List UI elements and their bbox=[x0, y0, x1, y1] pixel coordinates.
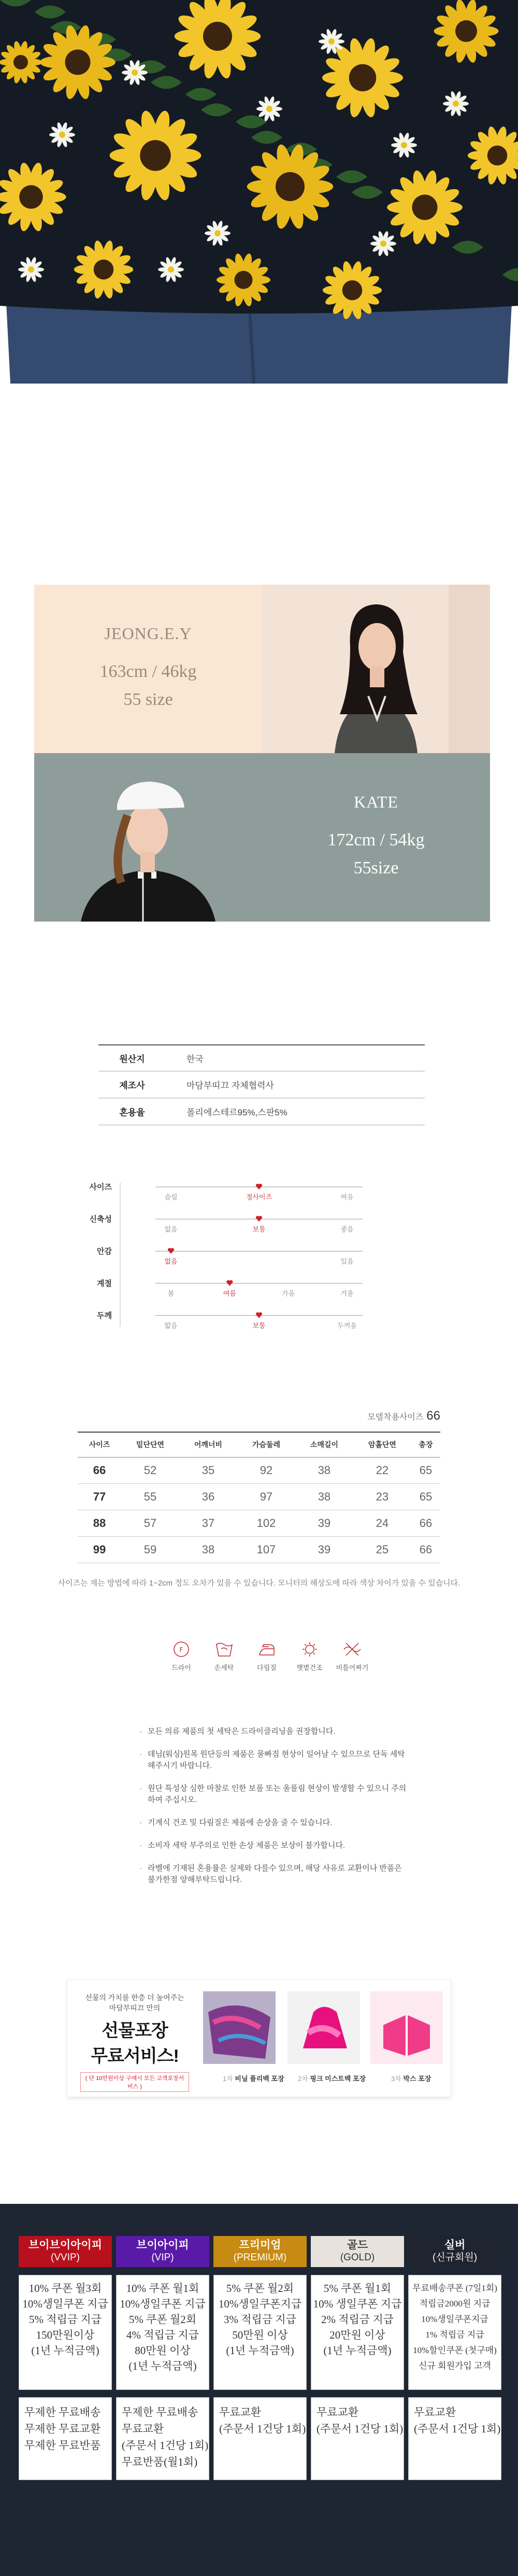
tier-name: 실버 bbox=[444, 2239, 466, 2251]
guide-label: 사이즈 bbox=[89, 1183, 112, 1192]
model2-photo bbox=[34, 753, 262, 922]
sunflower-blouse-image bbox=[0, 0, 518, 384]
gift-box-image bbox=[370, 1991, 443, 2064]
column-header: 소매길이 bbox=[295, 1432, 353, 1457]
tier-subname: (VIP) bbox=[151, 2252, 174, 2263]
notice-item: · 소비자 세탁 부주의로 인한 손상 제품은 보상이 불가합니다. bbox=[137, 1840, 407, 1851]
size-guide-row bbox=[97, 1311, 363, 1329]
table-cell: 66 bbox=[78, 1457, 121, 1483]
notice-item: · 데님(워싱)원목 원단등의 제품은 물빠짐 현상이 일어날 수 있으므로 단독 세탁 해주시기 바랍니다. bbox=[137, 1749, 407, 1772]
benefit-line: 5% 쿠폰 월2회 bbox=[128, 2313, 197, 2326]
model-info bbox=[34, 585, 490, 922]
size-guide-row bbox=[97, 1279, 363, 1297]
model2-info bbox=[262, 753, 490, 922]
benefit-line: 4% 적립금 지급 bbox=[126, 2329, 199, 2341]
extra-line: 무제한 무료배송 bbox=[122, 2406, 198, 2418]
extra-line: 무제한 무료반품 bbox=[24, 2439, 101, 2452]
benefit-line: 1% 적립금 지급 bbox=[425, 2330, 484, 2340]
tier-name: 프리미엄 bbox=[239, 2239, 281, 2251]
table-cell: 66 bbox=[411, 1536, 440, 1563]
table-cell: 39 bbox=[295, 1536, 353, 1563]
model2-height-weight: 172cm / 54kg bbox=[327, 830, 425, 850]
column-header: 암홀단면 bbox=[353, 1432, 411, 1457]
table-cell: 38 bbox=[179, 1536, 237, 1563]
care-label: 드라이 bbox=[171, 1664, 191, 1672]
benefit-line: 10%생일쿠폰지급 bbox=[421, 2314, 488, 2324]
size-chart-note: 사이즈는 재는 방법에 따라 1~2cm 정도 오차가 있을 수 있습니다. 모니터의 해상도에 따라 색상 차이가 있을 수 있습니다. bbox=[57, 1579, 461, 1588]
extra-line: (주문서 1건당 1회) bbox=[219, 2423, 306, 2435]
selected-heart-icon bbox=[256, 1216, 262, 1222]
benefit-line: 적립금2000원 지급 bbox=[419, 2299, 491, 2309]
membership-benefits bbox=[0, 2204, 518, 2576]
column-header: 어깨너비 bbox=[179, 1432, 237, 1457]
model1-photo bbox=[262, 585, 490, 753]
notice-item: · 원단 특성상 심한 마찰로 인한 보풀 또는 올풀림 현상이 발생할 수 있으니 주의하여 주십시오. bbox=[137, 1783, 407, 1806]
table-cell: 92 bbox=[237, 1457, 295, 1483]
column-header: 사이즈 bbox=[78, 1432, 121, 1457]
extra-line: 무료교환 bbox=[122, 2423, 164, 2435]
benefit-line: 2% 적립금 지급 bbox=[321, 2313, 394, 2326]
benefit-line: 5% 쿠폰 월1회 bbox=[323, 2282, 392, 2295]
care-item-sundry bbox=[292, 1640, 328, 1692]
no-wring-icon bbox=[342, 1640, 363, 1658]
benefit-line: 10%생일쿠폰 지급 bbox=[22, 2298, 108, 2310]
guide-option: 있음 bbox=[340, 1257, 354, 1265]
gift-wrap-text bbox=[80, 1992, 189, 2092]
tier-gold bbox=[311, 2236, 404, 2480]
size-chart-header bbox=[78, 1432, 440, 1457]
benefit-line: 5% 쿠폰 월2회 bbox=[226, 2282, 294, 2295]
guide-option: 가을 bbox=[282, 1290, 295, 1297]
benefit-line: 3% 적립금 지급 bbox=[224, 2313, 296, 2326]
benefit-line: 10% 생일쿠폰 지급 bbox=[313, 2298, 402, 2310]
guide-option: 봄 bbox=[167, 1290, 175, 1297]
iron-icon bbox=[256, 1640, 277, 1658]
guide-option: 여름 bbox=[223, 1290, 236, 1297]
guide-option: 없음 bbox=[164, 1257, 178, 1265]
pink-mist-bag-image bbox=[287, 1991, 360, 2064]
tier-benefits bbox=[19, 2275, 112, 2390]
column-header: 밑단단면 bbox=[121, 1432, 179, 1457]
gift-option-number: 2차 bbox=[298, 2075, 308, 2083]
guide-label: 두께 bbox=[97, 1311, 112, 1320]
tier-subname: (PREMIUM) bbox=[233, 2252, 287, 2263]
gift-title bbox=[80, 2016, 189, 2067]
tier-benefits bbox=[213, 2275, 307, 2390]
guide-option: 두꺼움 bbox=[337, 1322, 357, 1329]
table-row bbox=[78, 1457, 440, 1483]
extra-line: 무료교환 bbox=[219, 2406, 262, 2418]
table-cell: 36 bbox=[179, 1483, 237, 1510]
column-header: 총장 bbox=[411, 1432, 440, 1457]
tier-extras bbox=[311, 2397, 404, 2480]
tier-header bbox=[116, 2236, 209, 2267]
selected-heart-icon bbox=[226, 1280, 233, 1286]
tier-header bbox=[408, 2236, 501, 2267]
gift-subtitle-line: 선물의 가치를 한층 더 높여주는 bbox=[85, 1993, 184, 2002]
hand-wash-icon bbox=[214, 1640, 235, 1658]
column-header: 가슴둘레 bbox=[237, 1432, 295, 1457]
tier-vip bbox=[116, 2236, 209, 2480]
benefit-line: 20만원 이상 bbox=[329, 2329, 385, 2341]
table-cell: 65 bbox=[411, 1483, 440, 1510]
table-cell: 107 bbox=[237, 1536, 295, 1563]
gift-option-label: 비닐 플리백 포장 bbox=[235, 2075, 284, 2083]
benefit-line: 무료배송쿠폰 (7일1회) bbox=[412, 2283, 497, 2293]
care-instructions bbox=[163, 1640, 370, 1692]
model-size-label bbox=[367, 1409, 440, 1423]
size-guide bbox=[89, 1177, 425, 1332]
tier-subname: (VVIP) bbox=[51, 2252, 80, 2263]
model2-size: 55size bbox=[353, 858, 399, 877]
table-cell: 38 bbox=[295, 1483, 353, 1510]
info-label: 원산지 bbox=[119, 1054, 145, 1064]
table-cell: 37 bbox=[179, 1510, 237, 1536]
info-value: 한국 bbox=[186, 1054, 204, 1064]
product-info-table bbox=[98, 1044, 425, 1125]
model1-height-weight: 163cm / 46kg bbox=[99, 662, 197, 681]
guide-option: 없음 bbox=[164, 1225, 178, 1233]
table-cell: 102 bbox=[237, 1510, 295, 1536]
size-guide-row bbox=[89, 1182, 363, 1201]
guide-option: 정사이즈 bbox=[246, 1193, 272, 1201]
dry-clean-icon bbox=[171, 1640, 192, 1658]
gift-option-label: 박스 포장 bbox=[403, 2075, 431, 2083]
benefit-line: 5% 적립금 지급 bbox=[29, 2313, 102, 2326]
benefit-line: 50만원 이상 bbox=[232, 2329, 288, 2341]
size-guide-row bbox=[97, 1247, 363, 1265]
tier-benefits bbox=[311, 2275, 404, 2390]
benefit-line: (1년 누적금액) bbox=[226, 2344, 294, 2357]
info-row-manufacturer bbox=[98, 1071, 425, 1098]
tier-premium bbox=[213, 2236, 307, 2480]
table-cell: 55 bbox=[121, 1483, 179, 1510]
table-row bbox=[78, 1510, 440, 1536]
table-cell: 99 bbox=[78, 1536, 121, 1563]
guide-option: 보통 bbox=[252, 1322, 266, 1329]
info-label: 제조사 bbox=[119, 1081, 145, 1091]
notice-item: · 기계식 건조 및 다림질은 제품에 손상을 줄 수 있습니다. bbox=[137, 1817, 407, 1829]
extra-line: 무제한 무료교환 bbox=[24, 2423, 101, 2435]
benefit-line: 150만원이상 bbox=[36, 2329, 95, 2341]
selected-heart-icon bbox=[256, 1184, 262, 1190]
tier-subname: (GOLD) bbox=[340, 2252, 375, 2263]
benefit-line: 10%생일쿠폰 지급 bbox=[120, 2298, 206, 2310]
table-cell: 52 bbox=[121, 1457, 179, 1483]
guide-option: 좋음 bbox=[340, 1225, 354, 1233]
table-cell: 59 bbox=[121, 1536, 179, 1563]
guide-option: 얇음 bbox=[164, 1322, 178, 1329]
tier-benefits bbox=[408, 2275, 501, 2390]
vinyl-bag-image bbox=[203, 1991, 276, 2064]
guide-option: 슬림 bbox=[164, 1193, 178, 1201]
tier-extras bbox=[408, 2397, 501, 2480]
care-item-nowring bbox=[334, 1640, 370, 1692]
gift-option-2 bbox=[298, 2073, 366, 2083]
gift-title-line: 무료서비스! bbox=[91, 2046, 179, 2066]
gift-note: ( 단 10만원이상 구매시 모든 고객포장서비스 ) bbox=[80, 2072, 189, 2092]
extra-line: (주문서 1건당 1회) bbox=[122, 2439, 209, 2452]
care-label: 햇볕건조 bbox=[296, 1664, 323, 1672]
info-value: 폴리에스테르95%,스판5% bbox=[186, 1108, 287, 1117]
notice-item: · 모든 의류 제품의 첫 세탁은 드라이클리닝을 권장합니다. bbox=[137, 1726, 407, 1737]
benefit-line: 10% 쿠폰 월3회 bbox=[28, 2282, 102, 2295]
table-cell: 35 bbox=[179, 1457, 237, 1483]
benefit-line: 10%생일쿠폰지급 bbox=[218, 2298, 302, 2310]
care-item-iron bbox=[249, 1640, 285, 1692]
table-row bbox=[78, 1483, 440, 1510]
table-cell: 24 bbox=[353, 1510, 411, 1536]
benefit-line: 80만원 이상 bbox=[135, 2344, 191, 2357]
gift-option-number: 1차 bbox=[223, 2075, 233, 2083]
benefit-line: (1년 누적금액) bbox=[128, 2360, 197, 2372]
size-guide-chart bbox=[89, 1177, 425, 1332]
gift-option-number: 3차 bbox=[391, 2075, 401, 2083]
selected-heart-icon bbox=[256, 1312, 262, 1318]
table-cell: 66 bbox=[411, 1510, 440, 1536]
benefit-line: 10%할인쿠폰 (첫구매) bbox=[413, 2345, 497, 2355]
tier-benefits bbox=[116, 2275, 209, 2390]
guide-label: 안감 bbox=[97, 1247, 112, 1256]
table-cell: 25 bbox=[353, 1536, 411, 1563]
extra-line: (주문서 1건당 1회) bbox=[414, 2423, 501, 2435]
benefit-line: (1년 누적금액) bbox=[31, 2344, 99, 2357]
info-row-material bbox=[98, 1098, 425, 1125]
tier-silver bbox=[408, 2236, 501, 2480]
table-cell: 97 bbox=[237, 1483, 295, 1510]
gift-option-label: 핑크 미스트백 포장 bbox=[310, 2075, 366, 2083]
tier-extras bbox=[19, 2397, 112, 2480]
table-cell: 65 bbox=[411, 1457, 440, 1483]
sun-dry-icon bbox=[299, 1640, 320, 1658]
extra-line: 무료반품(월1회) bbox=[122, 2456, 198, 2468]
care-label: 손세탁 bbox=[214, 1664, 234, 1672]
model-size-value: 66 bbox=[426, 1409, 440, 1423]
table-cell: 38 bbox=[295, 1457, 353, 1483]
guide-label: 신축성 bbox=[89, 1215, 112, 1224]
gift-subtitle-line: 마담부띠끄 만의 bbox=[109, 2004, 161, 2012]
notice-item: · 라벨에 기재된 혼용률은 실제와 다를수 있으며, 해당 사유로 교환이나 반품은 불가한점 양해부탁드립니다. bbox=[137, 1863, 407, 1886]
table-row bbox=[78, 1536, 440, 1563]
care-item-handwash bbox=[206, 1640, 242, 1692]
tier-name: 브이아이피 bbox=[136, 2239, 189, 2251]
info-value: 마담부띠끄 자체협력사 bbox=[186, 1081, 274, 1091]
table-cell: 23 bbox=[353, 1483, 411, 1510]
care-item-dry bbox=[163, 1640, 199, 1692]
extra-line: (주문서 1건당 1회) bbox=[316, 2423, 404, 2435]
tier-name: 브이브이아이피 bbox=[28, 2239, 102, 2251]
model1-size: 55 size bbox=[123, 690, 173, 709]
svg-text:F: F bbox=[179, 1646, 183, 1653]
benefit-line: (1년 누적금액) bbox=[323, 2344, 392, 2357]
guide-label: 계절 bbox=[97, 1279, 112, 1288]
info-row-origin bbox=[98, 1044, 425, 1071]
gift-option-1 bbox=[223, 2073, 284, 2083]
table-cell: 77 bbox=[78, 1483, 121, 1510]
care-notices bbox=[137, 1726, 407, 1897]
model-size-caption: 모델착용사이즈 bbox=[367, 1413, 424, 1422]
model1-info bbox=[34, 585, 262, 753]
extra-line: 무료교환 bbox=[414, 2406, 456, 2418]
extra-line: 무제한 무료배송 bbox=[24, 2406, 101, 2418]
product-photo bbox=[0, 0, 518, 384]
model2-name: KATE bbox=[354, 792, 398, 811]
care-label: 다림질 bbox=[257, 1664, 277, 1672]
selected-heart-icon bbox=[168, 1248, 174, 1254]
guide-option: 보통 bbox=[252, 1225, 266, 1233]
size-chart-table bbox=[78, 1432, 440, 1563]
gift-subtitle bbox=[80, 1992, 189, 2013]
extra-line: 무료교환 bbox=[316, 2406, 359, 2418]
tier-extras bbox=[213, 2397, 307, 2480]
gift-title-line: 선물포장 bbox=[102, 2021, 168, 2041]
tier-extras bbox=[116, 2397, 209, 2480]
gift-wrap-banner[interactable] bbox=[67, 1980, 451, 2097]
tier-header bbox=[19, 2236, 112, 2267]
tier-subname: (신규회원) bbox=[432, 2252, 478, 2263]
size-guide-row bbox=[90, 1214, 363, 1233]
care-label: 비틀어짜기 bbox=[336, 1664, 369, 1672]
gift-option-3 bbox=[391, 2073, 431, 2083]
info-label: 혼용율 bbox=[119, 1108, 145, 1117]
benefit-line: 10% 쿠폰 월1회 bbox=[126, 2282, 199, 2295]
guide-option: 겨울 bbox=[340, 1290, 354, 1297]
model1-name: JEONG.E.Y bbox=[104, 624, 192, 643]
tier-header bbox=[213, 2236, 307, 2267]
table-cell: 22 bbox=[353, 1457, 411, 1483]
guide-option: 여유 bbox=[340, 1193, 354, 1201]
tier-vvip bbox=[19, 2236, 112, 2480]
table-cell: 39 bbox=[295, 1510, 353, 1536]
benefit-line: 신규 회원가입 고객 bbox=[419, 2361, 491, 2371]
table-cell: 88 bbox=[78, 1510, 121, 1536]
tier-name: 골드 bbox=[347, 2239, 368, 2251]
tier-header bbox=[311, 2236, 404, 2267]
table-cell: 57 bbox=[121, 1510, 179, 1536]
